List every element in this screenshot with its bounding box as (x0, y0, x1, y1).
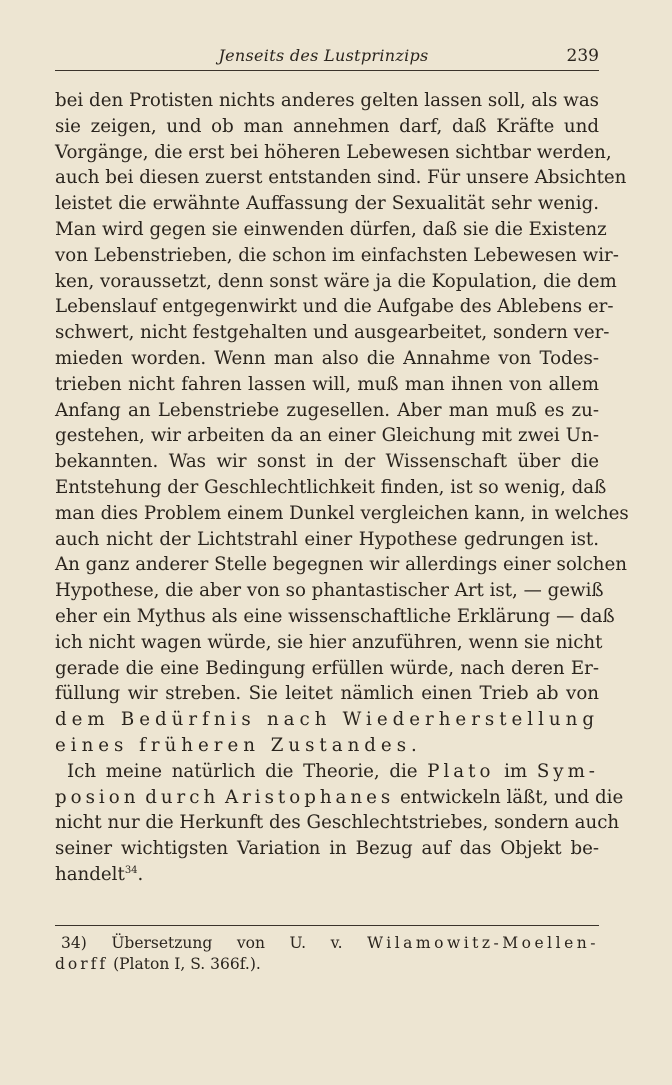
footnote (55, 933, 599, 975)
spaced-emphasis-line: eines früheren Zustandes. (55, 734, 422, 756)
text-line: seiner wichtigsten Variation in Bezug auf das Objekt be- (55, 838, 599, 860)
body-text (55, 88, 629, 888)
paragraph-2-line-1 (55, 759, 599, 785)
text-line: Lebenslauf entgegenwirkt und die Aufgabe des Ablebens er- (55, 296, 614, 318)
text-line: Man wird gegen sie einwenden dürfen, daß sie die Existenz (55, 218, 607, 240)
text-run: 34) Übersetzung von U. v. (61, 934, 343, 952)
paragraph-2-line-5 (55, 862, 599, 888)
spaced-word: posion (55, 786, 140, 808)
text-line: Hypothese, die aber von so phantastischer Art ist, — gewiß (55, 580, 604, 602)
text-line: gestehen, wir arbeiten da an einer Gleichung mit zwei Un- (55, 425, 599, 447)
paragraph-2-line-2 (55, 785, 624, 811)
text-line: füllung wir streben. Sie leitet nämlich einen Trieb ab von (55, 683, 599, 705)
page-header (55, 46, 599, 66)
text-run: . (137, 863, 144, 885)
spaced-name-wilamowitz: Wilamowitz-Moellen- (367, 934, 599, 952)
text-line: leistet die erwähnte Auffassung der Sexualität sehr wenig. (55, 193, 599, 215)
text-line: ich nicht wagen würde, sie hier anzuführen, wenn sie nicht (55, 631, 603, 653)
text-line: auch bei diesen zuerst entstanden sind. Für unsere Absichten (55, 167, 627, 189)
text-line: nicht nur die Herkunft des Geschlechtstriebes, sondern auch (55, 812, 620, 834)
text-line: ken, voraussetzt, denn sonst wäre ja die Kopulation, die dem (55, 270, 617, 292)
text-line: bei den Protisten nichts anderes gelten lassen soll, als was (55, 90, 599, 111)
spaced-name-plato: Plato (427, 760, 495, 782)
spaced-name-aristophanes: Aristophanes (224, 786, 395, 808)
text-line: sie zeigen, und ob man annehmen darf, daß Kräfte und (55, 115, 599, 137)
text-run: im (504, 760, 528, 782)
running-title: Jenseits des Lustprinzips (218, 46, 429, 65)
page-number: 239 (566, 46, 599, 66)
footnote-rule (55, 925, 599, 926)
text-line: Entstehung der Geschlechtlichkeit finden, ist so wenig, daß (55, 476, 607, 498)
footnote-line-1 (55, 933, 599, 954)
text-line: auch nicht der Lichtstrahl einer Hypothese gedrungen ist. (55, 528, 599, 550)
text-line: An ganz anderer Stelle begegnen wir allerdings einer solchen (55, 554, 627, 576)
text-run: Sym- (536, 760, 599, 782)
text-run: (Platon I, S. 366f.). (113, 955, 261, 973)
footnote-reference: 34 (124, 864, 138, 876)
text-line: man dies Problem einem Dunkel vergleichen kann, in welches (55, 502, 629, 524)
footnote-line-2 (55, 954, 599, 975)
text-run: entwickeln läßt, und die (400, 786, 624, 808)
text-line: schwert, nicht festgehalten und ausgearbeitet, sondern ver- (55, 322, 610, 344)
text-line: von Lebenstrieben, die schon im einfachsten Lebewesen wir- (55, 244, 619, 266)
header-rule (55, 70, 599, 71)
text-line: Vorgänge, die erst bei höheren Lebewesen sichtbar werden, (55, 141, 612, 163)
text-run: Ich meine natürlich die Theorie, die (67, 760, 418, 782)
text-line: bekannten. Was wir sonst in der Wissenschaft über die (55, 451, 599, 473)
spaced-word: durch (145, 786, 220, 808)
text-line: Anfang an Lebenstriebe zugesellen. Aber man muß es zu- (55, 399, 599, 421)
spaced-emphasis-line: dem Bedürfnis nach Wiederherstellung (55, 709, 599, 731)
text-run: handelt (55, 863, 125, 885)
text-line: trieben nicht fahren lassen will, muß man ihnen von allem (55, 373, 599, 395)
text-line: eher ein Mythus als eine wissenschaftliche Erklärung — daß (55, 605, 615, 627)
spaced-word: dorff (55, 955, 109, 973)
text-line: gerade die eine Bedingung erfüllen würde, nach deren Er- (55, 657, 599, 679)
text-line: mieden worden. Wenn man also die Annahme von Todes- (55, 347, 599, 369)
